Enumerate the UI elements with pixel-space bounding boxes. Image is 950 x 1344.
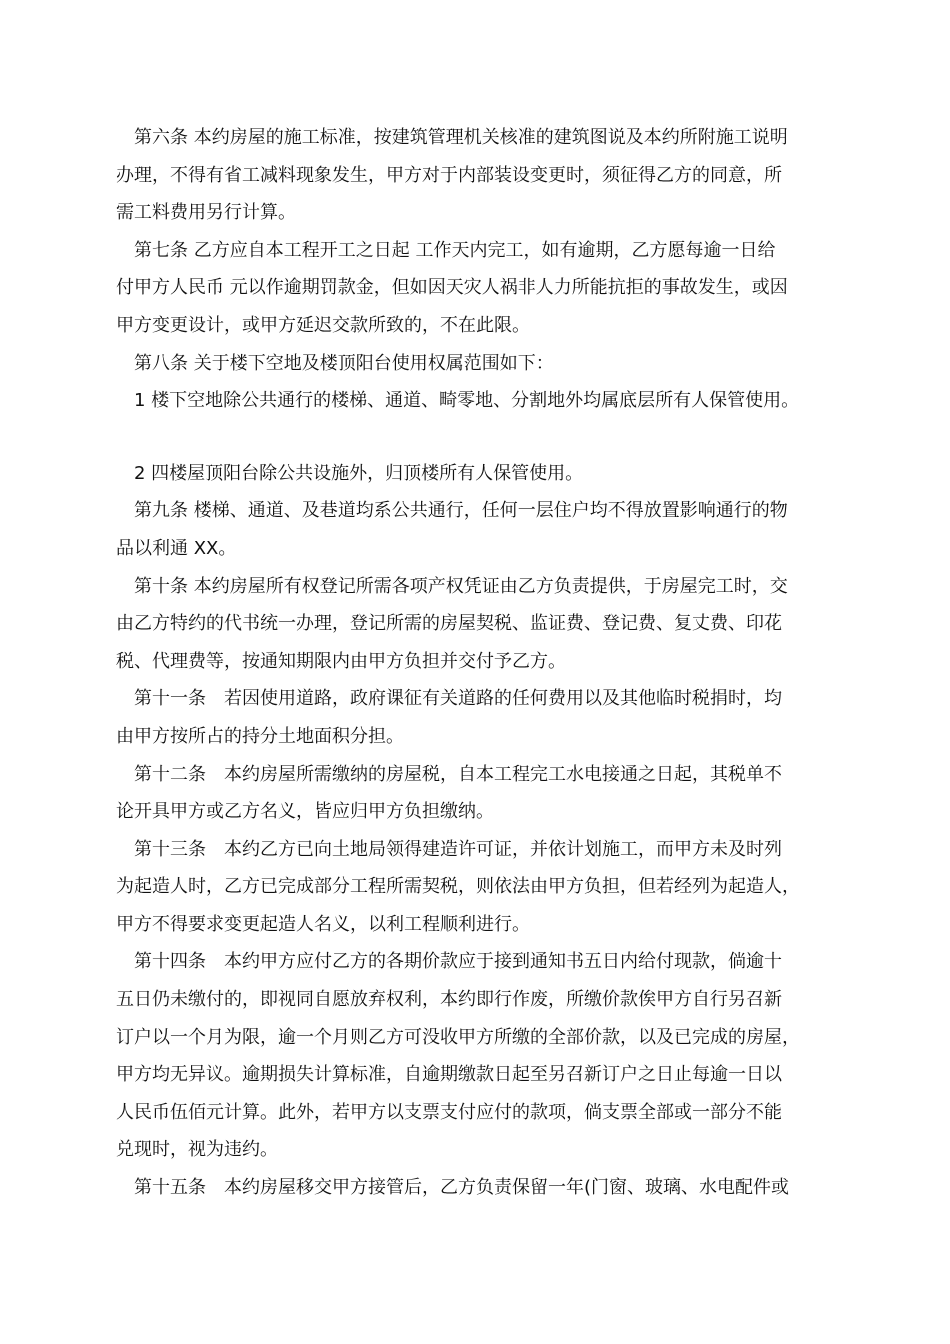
- text-line: 第九条 楼梯、通道、及巷道均系公共通行，任何一层住户均不得放置影响通行的物: [116, 500, 788, 522]
- text-line: 五日仍未缴付的，即视同自愿放弃权利，本约即行作废，所缴价款俟甲方自行另召新: [116, 989, 782, 1011]
- text-line: 订户以一个月为限，逾一个月则乙方可没收甲方所缴的全部价款，以及已完成的房屋，: [116, 1026, 800, 1048]
- text-line: 税、代理费等，按通知期限内由甲方负担并交付予乙方。: [116, 650, 566, 672]
- text-line: 付甲方人民币 元以作逾期罚款金，但如因天灾人祸非人力所能抗拒的事故发生，或因: [116, 277, 788, 299]
- blank-line: [116, 420, 844, 455]
- text-line: 品以利通 XX。: [116, 537, 237, 559]
- text-line: 第六条 本约房屋的施工标准，按建筑管理机关核准的建筑图说及本约所附施工说明: [116, 127, 788, 148]
- text-line: 第十三条 本约乙方已向土地局领得建造许可证，并依计划施工，而甲方未及时列: [116, 838, 782, 860]
- text-line: 第十条 本约房屋所有权登记所需各项产权凭证由乙方负责提供，于房屋完工时，交: [116, 575, 788, 597]
- text-line: 1 楼下空地除公共通行的楼梯、通道、畸零地、分割地外均属底层所有人保管使用。: [116, 390, 800, 412]
- document-body: [116, 119, 844, 1207]
- text-line: 第七条 乙方应自本工程开工之日起 工作天内完工，如有逾期，乙方愿每逾一日给: [116, 239, 776, 261]
- text-line: 由乙方特约的代书统一办理，登记所需的房屋契税、监证费、登记费、复丈费、印花: [116, 613, 782, 635]
- text-line: 由甲方按所占的持分土地面积分担。: [116, 725, 404, 747]
- text-line: 办理，不得有省工减料现象发生，甲方对于内部装设变更时，须征得乙方的同意，所: [116, 164, 782, 186]
- text-line: 甲方变更设计，或甲方延迟交款所致的，不在此限。: [116, 314, 530, 336]
- text-line: 第十二条 本约房屋所需缴纳的房屋税，自本工程完工水电接通之日起，其税单不: [116, 763, 782, 785]
- text-line: 为起造人时，乙方已完成部分工程所需契税，则依法由甲方负担，但若经列为起造人，: [116, 876, 800, 898]
- text-line: 第八条 关于楼下空地及楼顶阳台使用权属范围如下：: [116, 352, 554, 374]
- text-line: 2 四楼屋顶阳台除公共设施外，归顶楼所有人保管使用。: [116, 462, 584, 484]
- text-line: 第十一条 若因使用道路，政府课征有关道路的任何费用以及其他临时税捐时，均: [116, 688, 782, 710]
- text-line: 第十四条 本约甲方应付乙方的各期价款应于接到通知书五日内给付现款，倘逾十: [116, 951, 782, 973]
- text-line: 兑现时，视为违约。: [116, 1139, 278, 1161]
- text-line: 甲方均无异议。逾期损失计算标准，自逾期缴款日起至另召新订户之日止每逾一日以: [116, 1064, 782, 1086]
- text-line: 需工料费用另行计算。: [116, 202, 296, 224]
- text-line: 甲方不得要求变更起造人名义，以利工程顺利进行。: [116, 913, 530, 935]
- text-line: 论开具甲方或乙方名义，皆应归甲方负担缴纳。: [116, 801, 494, 823]
- text-line: 第十五条 本约房屋移交甲方接管后，乙方负责保留一年(门窗、玻璃、水电配件或: [116, 1177, 790, 1199]
- text-line: 人民币伍佰元计算。此外，若甲方以支票支付应付的款项，倘支票全部或一部分不能: [116, 1101, 782, 1123]
